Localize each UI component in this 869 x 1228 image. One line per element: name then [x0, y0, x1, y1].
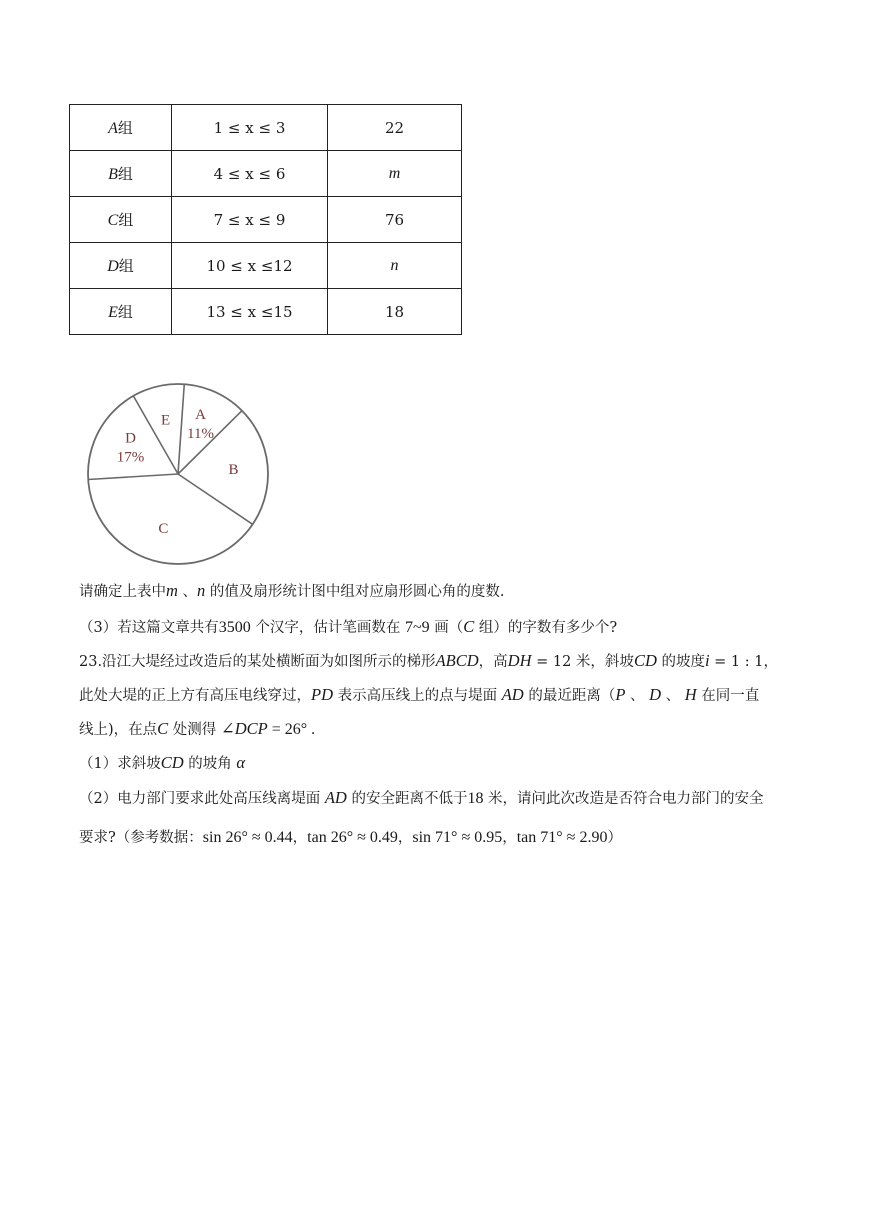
count-cell: n: [328, 243, 462, 289]
pie-chart: [85, 376, 275, 570]
range-cell: 13 ≤ x ≤15: [172, 289, 328, 335]
group-cell: A组: [70, 105, 172, 151]
pie-label-E: E: [160, 412, 171, 429]
q23-part2-reference: 要求?（参考数据：sin 26° ≈ 0.44，tan 26° ≈ 0.49，sin 71° ≈ 0.95，tan 71° ≈ 2.90）: [79, 829, 622, 846]
ref-tan71: tan 71° ≈ 2.90: [516, 829, 608, 846]
q23-part1: （1）求斜坡CD 的坡角 α: [79, 753, 246, 772]
table-row: [70, 105, 462, 151]
pie-percent-A: 11%: [187, 425, 214, 442]
table-row: [70, 289, 462, 335]
group-cell: B组: [70, 151, 172, 197]
group-cell: E组: [70, 289, 172, 335]
q23-part2: （2）电力部门要求此处高压线离堤面 AD 的安全距离不低于18 米，请问此次改造是否符合电力部门的安全: [79, 788, 764, 807]
count-cell: m: [328, 151, 462, 197]
ref-tan26: tan 26° ≈ 0.49: [307, 829, 398, 846]
count-cell: 22: [328, 105, 462, 151]
pie-label-B: B: [228, 461, 239, 478]
frequency-table: [69, 104, 462, 335]
range-cell: 7 ≤ x ≤ 9: [172, 197, 328, 243]
q23-line3: 线上)，在点C 处测得 ∠DCP = 26° .: [79, 719, 316, 738]
pie-label-D: D: [125, 430, 136, 447]
q23-line2: 此处大堤的正上方有高压电线穿过，PD 表示高压线上的点与堤面 AD 的最近距离（P 、 D 、 H 在同一直: [79, 685, 760, 704]
q22-instruction: 请确定上表中m 、n 的值及扇形统计图中组对应扇形圆心角的度数.: [79, 581, 505, 600]
q22-part3: （3）若这篇文章共有3500 个汉字，估计笔画数在 7~9 画（C 组）的字数有多少个?: [79, 617, 618, 636]
table-row: [70, 243, 462, 289]
table-row: [70, 151, 462, 197]
ref-sin71: sin 71° ≈ 0.95: [412, 829, 503, 846]
range-cell: 1 ≤ x ≤ 3: [172, 105, 328, 151]
group-cell: C组: [70, 197, 172, 243]
range-cell: 10 ≤ x ≤12: [172, 243, 328, 289]
range-cell: 4 ≤ x ≤ 6: [172, 151, 328, 197]
q23-line1: 23.沿江大堤经过改造后的某处横断面为如图所示的梯形ABCD，高DH = 12 米，斜坡CD 的坡度i = 1 : 1，: [79, 651, 778, 670]
pie-label-C: C: [158, 520, 169, 537]
pie-percent-D: 17%: [116, 449, 145, 466]
table-row: [70, 197, 462, 243]
group-cell: D组: [70, 243, 172, 289]
ref-sin26: sin 26° ≈ 0.44: [202, 829, 293, 846]
count-cell: 76: [328, 197, 462, 243]
count-cell: 18: [328, 289, 462, 335]
pie-label-A: A: [195, 406, 206, 423]
